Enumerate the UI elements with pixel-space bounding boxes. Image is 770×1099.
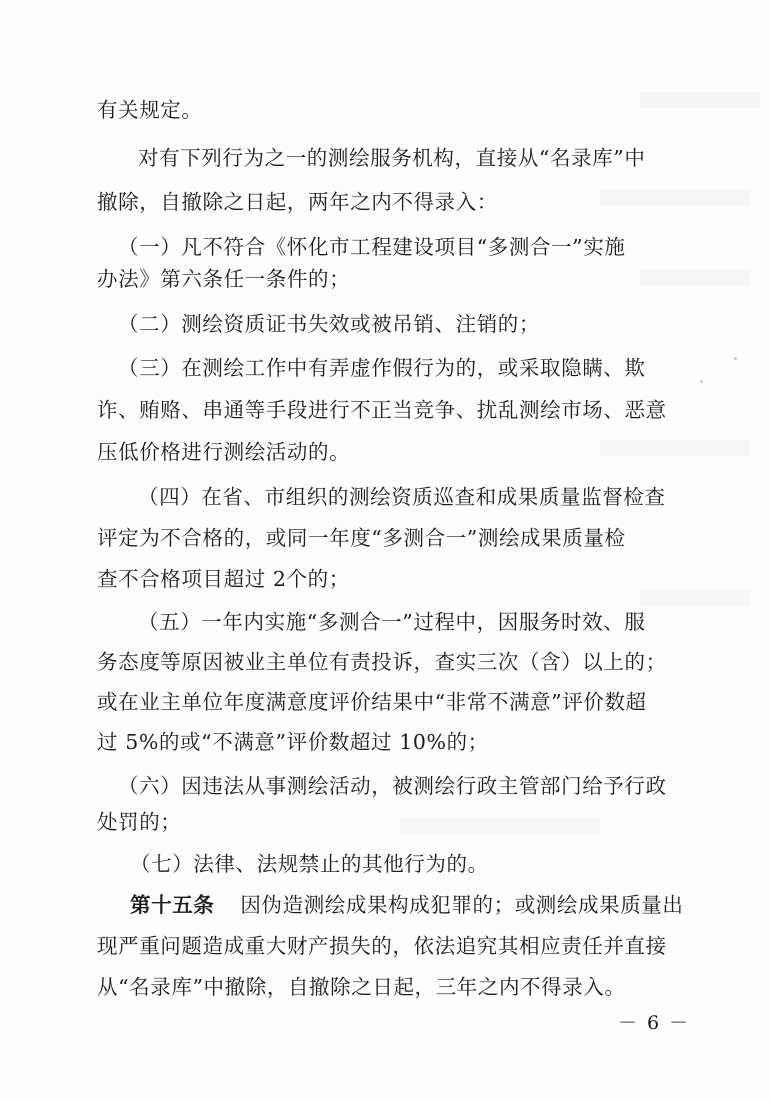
text-line-11: 评定为不合格的，或同一年度“多测合一”测绘成果质量检 xyxy=(97,526,626,550)
text-line-19: （七）法律、法规禁止的其他行为的。 xyxy=(130,852,489,876)
text-line-12: 查不合格项目超过 2个的； xyxy=(97,567,350,591)
text-line-14: 务态度等原因被业主单位有责投诉，查实三次（含）以上的； xyxy=(97,650,667,674)
text-line-18: 处罚的； xyxy=(97,810,182,834)
bleed-through-mark xyxy=(400,818,600,834)
bleed-through-mark xyxy=(640,590,750,606)
article-15-line-3: 从“名录库”中撤除，自撤除之日起，三年之内不得录入。 xyxy=(97,975,626,999)
bleed-through-mark xyxy=(600,190,750,206)
article-15-line-2: 现严重问题造成重大财产损失的，依法追究其相应责任并直接 xyxy=(97,934,667,958)
text-line-8: 诈、贿赂、串通等手段进行不正当竞争、扰乱测绘市场、恶意 xyxy=(97,398,667,422)
article-15-text: 因伪造测绘成果构成犯罪的；或测绘成果质量出 xyxy=(240,893,684,917)
text-line-4: （一）凡不符合《怀化市工程建设项目“多测合一”实施 xyxy=(118,235,626,259)
text-line-3: 撤除，自撤除之日起，两年之内不得录入： xyxy=(97,190,498,214)
page-number: － 6 － xyxy=(618,1012,691,1034)
text-line-9: 压低价格进行测绘活动的。 xyxy=(97,440,351,464)
text-line-2: 对有下列行为之一的测绘服务机构，直接从“名录库”中 xyxy=(138,146,646,170)
text-line-6: （二）测绘资质证书失效或被吊销、注销的； xyxy=(118,312,540,336)
bleed-through-mark xyxy=(640,92,760,108)
text-line-5: 办法》第六条任一条件的； xyxy=(97,267,351,291)
text-line-10: （四）在省、市组织的测绘资质巡查和成果质量监督检查 xyxy=(138,485,666,509)
text-line-7: （三）在测绘工作中有弄虚作假行为的，或采取隐瞒、欺 xyxy=(118,356,646,380)
text-line-1: 有关规定。 xyxy=(97,98,203,122)
article-15-line-1 xyxy=(130,892,684,918)
scan-speck xyxy=(700,380,703,383)
text-line-13: （五）一年内实施“多测合一”过程中，因服务时效、服 xyxy=(138,610,646,634)
text-line-17: （六）因违法从事测绘活动，被测绘行政主管部门给予行政 xyxy=(118,774,667,798)
scan-speck xyxy=(734,357,737,360)
text-line-16: 过 5%的或“不满意”评价数超过 10%的； xyxy=(97,730,489,754)
bleed-through-mark xyxy=(640,270,750,286)
text-line-15: 或在业主单位年度满意度评价结果中“非常不满意”评价数超 xyxy=(97,690,647,714)
bleed-through-mark xyxy=(600,440,750,456)
article-heading: 第十五条 xyxy=(130,893,215,917)
